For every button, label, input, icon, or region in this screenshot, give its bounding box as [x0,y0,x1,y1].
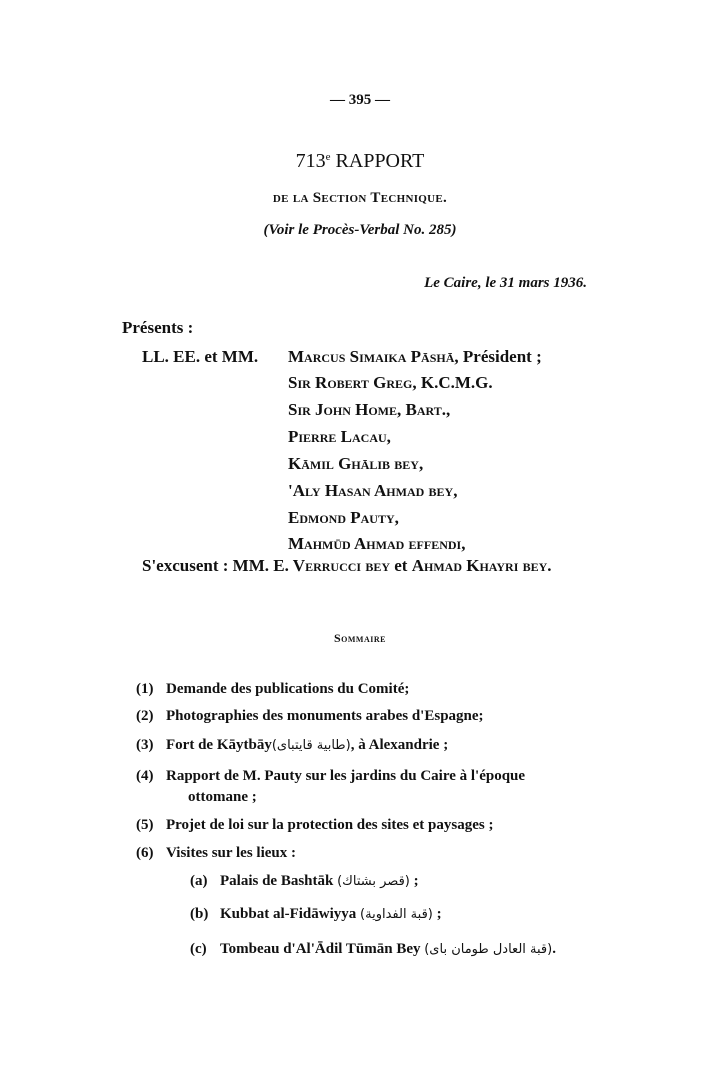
item-number: (c) [190,941,207,957]
item-text: Projet de loi sur la protection des sites et paysages ; [166,817,494,833]
attendee-name: Marcus Simaika Pāshā [288,347,455,366]
report-subtitle: de la Section Technique. [272,190,448,206]
excused-conjunction: et [390,556,412,575]
visit-item [190,906,442,923]
attendee [288,347,542,367]
report-number: 713 [295,150,326,172]
item-number: (a) [190,873,208,889]
item-number: (3) [136,737,154,753]
item-number: (5) [136,817,154,833]
item-text: Demande des publications du Comité; [166,681,410,697]
summary-item [136,845,296,862]
item-text: Fort de Kāytbāy [166,737,272,753]
item-number: (6) [136,845,154,861]
page-number: — 395 — [330,92,390,108]
summary-item [136,817,493,834]
item-text: Kubbat al-Fidāwiyya [220,906,357,922]
attendee: Mahmūd Ahmad effendi, [288,534,466,553]
item-text-after: ; [409,873,419,889]
excused-label: S'excusent : MM. [142,556,270,575]
report-title-word: RAPPORT [335,150,425,172]
summary-item [136,768,525,785]
attendee: Sir John Home, Bart., [288,400,451,419]
summary-item [136,737,448,754]
item-text-after: . [552,941,556,957]
attendee: Pierre Lacau, [288,427,391,446]
attendee-role: , Président ; [454,347,542,366]
report-number-suffix: e [325,151,331,163]
item-number: (b) [190,906,209,922]
summary-item [136,708,484,725]
arabic-name: (طابية قايتباى) [271,738,351,753]
attendance-prefix: LL. EE. et MM. [142,347,259,366]
excused-name: E. Verrucci bey [273,556,391,575]
visit-item [190,941,556,958]
report-title [0,150,720,173]
item-number: (4) [136,768,154,784]
arabic-name: (قصر بشتاك) [337,874,410,889]
excused-line [142,556,552,576]
attendee: Sir Robert Greg, K.C.M.G. [288,373,493,392]
summary-item [136,681,409,698]
item-text: Rapport de M. Pauty sur les jardins du Caire à l'époque [166,768,526,784]
arabic-name: (قبة العادل طومان باى) [424,942,553,957]
summary-title: Sommaire [333,631,386,645]
attendee: Edmond Pauty, [288,508,399,527]
presents-label: Présents : [122,318,194,337]
item-number: (1) [136,681,154,697]
item-text: Visites sur les lieux : [166,845,296,861]
item-number: (2) [136,708,154,724]
item-text: Tombeau d'Al'Ādil Tūmān Bey [220,941,421,957]
arabic-name: (قبة الفداوية) [360,907,433,922]
item-text-after: ; [432,906,442,922]
item-text: Photographies des monuments arabes d'Espagne; [166,708,484,724]
summary-item-continuation: ottomane ; [188,789,257,805]
attendee: 'Aly Hasan Ahmad bey, [288,481,458,500]
item-text: Palais de Bashtāk [220,873,334,889]
proces-verbal-reference: (Voir le Procès-Verbal No. 285) [263,222,457,238]
attendee: Kāmil Ghālib bey, [288,454,424,473]
dateline: Le Caire, le 31 mars 1936. [424,275,587,291]
excused-name: Ahmad Khayri bey. [411,556,552,575]
visit-item [190,873,419,890]
item-text-after: , à Alexandrie ; [350,737,449,753]
